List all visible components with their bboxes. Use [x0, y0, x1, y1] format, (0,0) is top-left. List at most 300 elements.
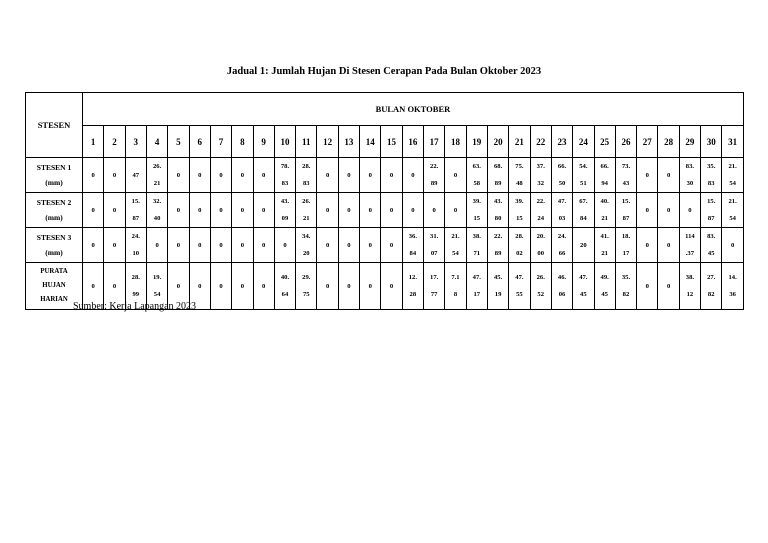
- cell-value-part: 30: [686, 180, 694, 187]
- rainfall-cell: [594, 193, 615, 228]
- cell-value-part: 0: [219, 241, 223, 249]
- cell-value-part: 83.: [707, 233, 716, 240]
- cell-value-part: 82: [622, 291, 630, 298]
- cell-value-part: 0: [262, 171, 266, 179]
- row-label-line: STESEN 1: [36, 163, 72, 172]
- cell-value-part: 0: [176, 206, 181, 214]
- rainfall-cell: [487, 228, 508, 263]
- cell-value-part: 26.: [536, 274, 545, 281]
- rainfall-cell: [615, 263, 636, 310]
- cell-value-part: 39.: [472, 198, 481, 205]
- cell-value-part: 0: [283, 241, 287, 249]
- rainfall-cell: [701, 228, 722, 263]
- cell-value-part: 54: [153, 291, 161, 298]
- cell-value-part: 0: [368, 171, 372, 179]
- rainfall-cell: [189, 193, 210, 228]
- day-header: 22: [530, 126, 551, 158]
- day-header: 28: [658, 126, 679, 158]
- cell-value-part: 36.: [408, 233, 417, 240]
- cell-value-part: 0: [112, 282, 117, 290]
- cell-value-part: 15.: [131, 198, 140, 205]
- cell-value-part: 29.: [302, 274, 311, 281]
- cell-value-part: 0: [666, 241, 671, 249]
- cell-value-part: 84: [580, 215, 587, 222]
- rainfall-cell: [551, 158, 572, 193]
- cell-value-part: 0: [389, 171, 394, 179]
- rainfall-cell: [658, 193, 679, 228]
- cell-value-part: 19.: [152, 274, 162, 281]
- cell-value-part: 20: [302, 250, 310, 257]
- cell-value-part: 89: [494, 250, 502, 257]
- rainfall-cell: [317, 263, 338, 310]
- rainfall-cell: [551, 263, 572, 310]
- rainfall-cell: [317, 193, 338, 228]
- cell-value-part: 03: [558, 215, 566, 222]
- month-header: BULAN OKTOBER: [83, 93, 744, 126]
- rainfall-cell: [338, 193, 359, 228]
- cell-value-part: 43.: [280, 198, 290, 205]
- day-header: 16: [402, 126, 423, 158]
- rainfall-cell: [104, 228, 125, 263]
- day-header: 9: [253, 126, 274, 158]
- cell-value-part: 21.: [451, 233, 460, 240]
- cell-value-part: 22.: [536, 198, 545, 205]
- rainfall-cell: [594, 263, 615, 310]
- cell-value-part: 21: [302, 215, 310, 222]
- rainfall-cell: [615, 228, 636, 263]
- cell-value-part: 0: [240, 241, 244, 249]
- cell-value-part: 0: [645, 206, 649, 214]
- cell-value-part: 54: [729, 215, 736, 222]
- cell-value-part: 0: [155, 241, 159, 249]
- rainfall-cell: [573, 158, 594, 193]
- rainfall-cell: [722, 193, 743, 228]
- cell-value-part: 12.: [408, 274, 417, 281]
- cell-value-part: 66.: [600, 163, 609, 170]
- cell-value-part: 35.: [621, 274, 631, 281]
- cell-value-part: 32: [537, 180, 545, 187]
- cell-value-part: 15.: [707, 198, 716, 205]
- cell-value-part: 45: [601, 291, 608, 298]
- rainfall-cell: [402, 228, 423, 263]
- stesen-header: STESEN: [26, 93, 83, 158]
- rainfall-cell: [274, 263, 295, 310]
- table-row: [26, 193, 744, 228]
- cell-value-part: 20.: [536, 233, 545, 240]
- row-label: [26, 158, 83, 193]
- cell-value-part: 40.: [600, 198, 609, 205]
- day-header: 17: [424, 126, 445, 158]
- rainfall-cell: [637, 228, 658, 263]
- cell-value-part: 14.: [728, 274, 737, 281]
- rainfall-cell: [658, 158, 679, 193]
- rainfall-cell: [594, 228, 615, 263]
- rainfall-cell: [210, 263, 231, 310]
- cell-value-part: 75: [302, 291, 310, 298]
- rainfall-cell: [637, 263, 658, 310]
- cell-value-part: 47.: [579, 274, 588, 281]
- cell-value-part: 0: [262, 206, 266, 214]
- rainfall-cell: [445, 228, 466, 263]
- rainfall-cell: [232, 158, 253, 193]
- cell-value-part: 10: [132, 250, 140, 257]
- rainfall-cell: [210, 158, 231, 193]
- day-header: 25: [594, 126, 615, 158]
- rainfall-cell: [466, 158, 487, 193]
- rainfall-cell: [253, 263, 274, 310]
- rainfall-cell: [210, 228, 231, 263]
- rainfall-cell: [296, 193, 317, 228]
- cell-value-part: 00: [537, 250, 545, 257]
- cell-value-part: 0: [389, 282, 394, 290]
- cell-value-part: 80: [494, 215, 502, 222]
- rainfall-cell: [424, 263, 445, 310]
- rainfall-cell: [296, 158, 317, 193]
- day-header: 19: [466, 126, 487, 158]
- cell-value-part: 54.: [579, 163, 588, 170]
- rainfall-cell: [360, 193, 381, 228]
- cell-value-part: 47.: [472, 274, 481, 281]
- cell-value-part: 27.: [707, 274, 716, 281]
- rainfall-cell: [509, 228, 530, 263]
- table-row: [26, 158, 744, 193]
- cell-value-part: 36: [729, 291, 736, 298]
- rainfall-cell: [573, 193, 594, 228]
- cell-value-part: 99: [132, 291, 140, 298]
- cell-value-part: 17: [473, 291, 481, 298]
- rainfall-cell: [83, 193, 104, 228]
- day-header: 10: [274, 126, 295, 158]
- cell-value-part: 47.: [557, 198, 567, 205]
- cell-value-part: 78.: [280, 163, 290, 170]
- cell-value-part: 41.: [600, 233, 609, 240]
- rainfall-cell: [509, 193, 530, 228]
- rainfall-cell: [104, 158, 125, 193]
- cell-value-part: 0: [666, 171, 671, 179]
- cell-value-part: 21: [153, 180, 161, 187]
- rainfall-cell: [615, 193, 636, 228]
- cell-value-part: 0: [368, 241, 372, 249]
- rainfall-cell: [125, 193, 146, 228]
- day-header: 7: [210, 126, 231, 158]
- cell-value-part: 77: [430, 291, 438, 298]
- rainfall-cell: [274, 158, 295, 193]
- cell-value-part: 0: [432, 206, 436, 214]
- rainfall-cell: [125, 228, 146, 263]
- cell-value-part: 21: [601, 250, 608, 257]
- day-header: 15: [381, 126, 402, 158]
- rainfall-cell: [317, 158, 338, 193]
- cell-value-part: 0: [176, 171, 181, 179]
- day-header: 27: [637, 126, 658, 158]
- rainfall-cell: [424, 193, 445, 228]
- cell-value-part: 0: [666, 282, 671, 290]
- cell-value-part: 22.: [430, 163, 439, 170]
- day-header: 12: [317, 126, 338, 158]
- cell-value-part: 28: [409, 291, 417, 298]
- day-header: 1: [83, 126, 104, 158]
- rainfall-cell: [168, 228, 189, 263]
- day-header: 23: [551, 126, 572, 158]
- cell-value-part: 0: [198, 282, 202, 290]
- cell-value-part: 0: [688, 206, 692, 214]
- cell-value-part: 15: [516, 215, 523, 222]
- cell-value-part: 64: [281, 291, 289, 298]
- cell-value-part: 0: [112, 206, 117, 214]
- row-label-line: (mm): [45, 178, 63, 187]
- cell-value-part: 06: [558, 291, 566, 298]
- cell-value-part: .37: [685, 250, 695, 257]
- cell-value-part: 26.: [152, 163, 162, 170]
- cell-value-part: 0: [91, 282, 95, 290]
- rainfall-cell: [679, 193, 700, 228]
- cell-value-part: 0: [240, 171, 244, 179]
- rainfall-cell: [146, 193, 167, 228]
- cell-value-part: 0: [347, 206, 351, 214]
- cell-value-part: 0: [198, 171, 202, 179]
- rainfall-cell: [360, 263, 381, 310]
- cell-value-part: 0: [368, 282, 372, 290]
- row-label-line: STESEN 2: [36, 198, 72, 207]
- rainfall-cell: [360, 228, 381, 263]
- cell-value-part: 0: [240, 282, 244, 290]
- cell-value-part: 54: [729, 180, 736, 187]
- table-title: Jadual 1: Jumlah Hujan Di Stesen Cerapan Pada Bulan Oktober 2023: [226, 66, 542, 77]
- cell-value-part: 83.: [685, 163, 695, 170]
- cell-value-part: 0: [666, 206, 671, 214]
- cell-value-part: 0: [645, 282, 649, 290]
- cell-value-part: 0: [219, 206, 223, 214]
- cell-value-part: 28.: [302, 163, 311, 170]
- cell-value-part: 02: [516, 250, 523, 257]
- cell-value-part: 51: [580, 180, 587, 187]
- rainfall-cell: [658, 263, 679, 310]
- rainfall-cell: [487, 263, 508, 310]
- rainfall-cell: [146, 228, 167, 263]
- cell-value-part: 45: [580, 291, 587, 298]
- cell-value-part: 0: [389, 241, 394, 249]
- day-header: 3: [125, 126, 146, 158]
- rainfall-cell: [338, 158, 359, 193]
- row-label-line: HUJAN: [42, 282, 66, 289]
- cell-value-part: 24: [537, 215, 545, 222]
- cell-value-part: 83: [281, 180, 289, 187]
- cell-value-part: 40: [153, 215, 161, 222]
- cell-value-part: 87: [132, 215, 140, 222]
- cell-value-part: 66: [558, 250, 566, 257]
- row-label-line: STESEN 3: [36, 233, 72, 242]
- rainfall-cell: [722, 263, 743, 310]
- cell-value-part: 40.: [280, 274, 290, 281]
- cell-value-part: 0: [325, 206, 330, 214]
- cell-value-part: 0: [389, 206, 394, 214]
- rainfall-cell: [381, 228, 402, 263]
- rainfall-cell: [381, 158, 402, 193]
- rainfall-cell: [679, 158, 700, 193]
- rainfall-cell: [424, 158, 445, 193]
- day-header: 5: [168, 126, 189, 158]
- cell-value-part: 24.: [131, 233, 140, 240]
- cell-value-part: 87: [622, 215, 630, 222]
- rainfall-cell: [232, 263, 253, 310]
- rainfall-cell: [466, 228, 487, 263]
- cell-value-part: 0: [91, 171, 95, 179]
- rainfall-cell: [615, 158, 636, 193]
- rainfall-cell: [381, 193, 402, 228]
- cell-value-part: 0: [240, 206, 244, 214]
- rainfall-cell: [83, 228, 104, 263]
- cell-value-part: 87: [707, 215, 715, 222]
- source-note: Sumber: Kerja Lapangan 2023: [73, 301, 197, 312]
- rainfall-cell: [296, 263, 317, 310]
- cell-value-part: 18.: [621, 233, 631, 240]
- rainfall-cell: [360, 158, 381, 193]
- rainfall-cell: [381, 263, 402, 310]
- cell-value-part: 0: [91, 206, 95, 214]
- cell-value-part: 0: [176, 241, 181, 249]
- cell-value-part: 47: [132, 171, 140, 179]
- cell-value-part: 37.: [536, 163, 545, 170]
- rainfall-table: [25, 92, 744, 310]
- rainfall-cell: [445, 263, 466, 310]
- cell-value-part: 35.: [707, 163, 716, 170]
- row-label-line: (mm): [45, 213, 63, 222]
- cell-value-part: 83: [707, 180, 715, 187]
- rainfall-cell: [338, 263, 359, 310]
- rainfall-cell: [722, 158, 743, 193]
- rainfall-cell: [509, 158, 530, 193]
- day-header: 11: [296, 126, 317, 158]
- rainfall-cell: [445, 193, 466, 228]
- cell-value-part: 63.: [472, 163, 481, 170]
- rainfall-cell: [232, 228, 253, 263]
- day-header: 8: [232, 126, 253, 158]
- day-header: 14: [360, 126, 381, 158]
- day-header: 21: [509, 126, 530, 158]
- rainfall-cell: [509, 263, 530, 310]
- rainfall-cell: [274, 193, 295, 228]
- cell-value-part: 0: [347, 282, 351, 290]
- cell-value-part: 0: [112, 171, 117, 179]
- cell-value-part: 0: [262, 241, 266, 249]
- cell-value-part: 75.: [515, 163, 524, 170]
- cell-value-part: 94: [601, 180, 608, 187]
- cell-value-part: 15: [473, 215, 481, 222]
- cell-value-part: 28.: [131, 274, 140, 281]
- cell-value-part: 0: [219, 282, 223, 290]
- cell-value-part: 47.: [515, 274, 524, 281]
- cell-value-part: 52: [537, 291, 545, 298]
- cell-value-part: 0: [453, 206, 458, 214]
- cell-value-part: 0: [453, 171, 458, 179]
- table-row: [26, 228, 744, 263]
- rainfall-cell: [83, 158, 104, 193]
- rainfall-cell: [530, 158, 551, 193]
- rainfall-cell: [296, 228, 317, 263]
- rainfall-cell: [402, 158, 423, 193]
- cell-value-part: 0: [198, 241, 202, 249]
- cell-value-part: 45.: [493, 274, 503, 281]
- cell-value-part: 82: [707, 291, 715, 298]
- cell-value-part: 84: [409, 250, 417, 257]
- day-header-row: [26, 126, 744, 158]
- rainfall-cell: [146, 158, 167, 193]
- rainfall-cell: [573, 228, 594, 263]
- rainfall-cell: [679, 228, 700, 263]
- cell-value-part: 24.: [557, 233, 567, 240]
- rainfall-cell: [232, 193, 253, 228]
- cell-value-part: 43: [622, 180, 630, 187]
- cell-value-part: 09: [281, 215, 289, 222]
- cell-value-part: 31.: [430, 233, 439, 240]
- cell-value-part: 07: [430, 250, 438, 257]
- day-header: 13: [338, 126, 359, 158]
- day-header: 20: [487, 126, 508, 158]
- rainfall-cell: [402, 193, 423, 228]
- cell-value-part: 0: [325, 241, 330, 249]
- cell-value-part: 0: [411, 171, 415, 179]
- cell-value-part: 0: [262, 282, 266, 290]
- rainfall-cell: [594, 158, 615, 193]
- cell-value-part: 50: [558, 180, 566, 187]
- rainfall-cell: [466, 263, 487, 310]
- cell-value-part: 48: [516, 180, 523, 187]
- rainfall-cell: [253, 158, 274, 193]
- cell-value-part: 0: [219, 171, 223, 179]
- cell-value-part: 7.1: [451, 274, 460, 281]
- cell-value-part: 17: [622, 250, 630, 257]
- rainfall-cell: [445, 158, 466, 193]
- cell-value-part: 20: [580, 241, 587, 249]
- rainfall-cell: [551, 193, 572, 228]
- cell-value-part: 71: [473, 250, 481, 257]
- cell-value-part: 45: [707, 250, 715, 257]
- day-header: 4: [146, 126, 167, 158]
- cell-value-part: 83: [302, 180, 310, 187]
- cell-value-part: 8: [453, 291, 458, 298]
- rainfall-cell: [104, 193, 125, 228]
- rainfall-cell: [168, 158, 189, 193]
- rainfall-cell: [317, 228, 338, 263]
- rainfall-cell: [679, 263, 700, 310]
- rainfall-cell: [722, 228, 743, 263]
- cell-value-part: 19: [494, 291, 502, 298]
- cell-value-part: 0: [645, 171, 649, 179]
- rainfall-cell: [637, 158, 658, 193]
- cell-value-part: 12: [686, 291, 694, 298]
- rainfall-cell: [530, 193, 551, 228]
- cell-value-part: 0: [730, 241, 735, 249]
- rainfall-cell: [125, 158, 146, 193]
- rainfall-cell: [701, 158, 722, 193]
- cell-value-part: 66.: [557, 163, 567, 170]
- cell-value-part: 21: [601, 215, 608, 222]
- day-header: 31: [722, 126, 743, 158]
- cell-value-part: 21.: [728, 163, 737, 170]
- rainfall-cell: [530, 263, 551, 310]
- cell-value-part: 0: [112, 241, 117, 249]
- rainfall-cell: [658, 228, 679, 263]
- day-header: 18: [445, 126, 466, 158]
- rainfall-cell: [487, 193, 508, 228]
- cell-value-part: 0: [325, 282, 330, 290]
- rainfall-cell: [701, 193, 722, 228]
- row-label-line: (mm): [45, 248, 63, 257]
- cell-value-part: 0: [347, 241, 351, 249]
- rainfall-cell: [253, 228, 274, 263]
- rainfall-cell: [466, 193, 487, 228]
- day-header: 24: [573, 126, 594, 158]
